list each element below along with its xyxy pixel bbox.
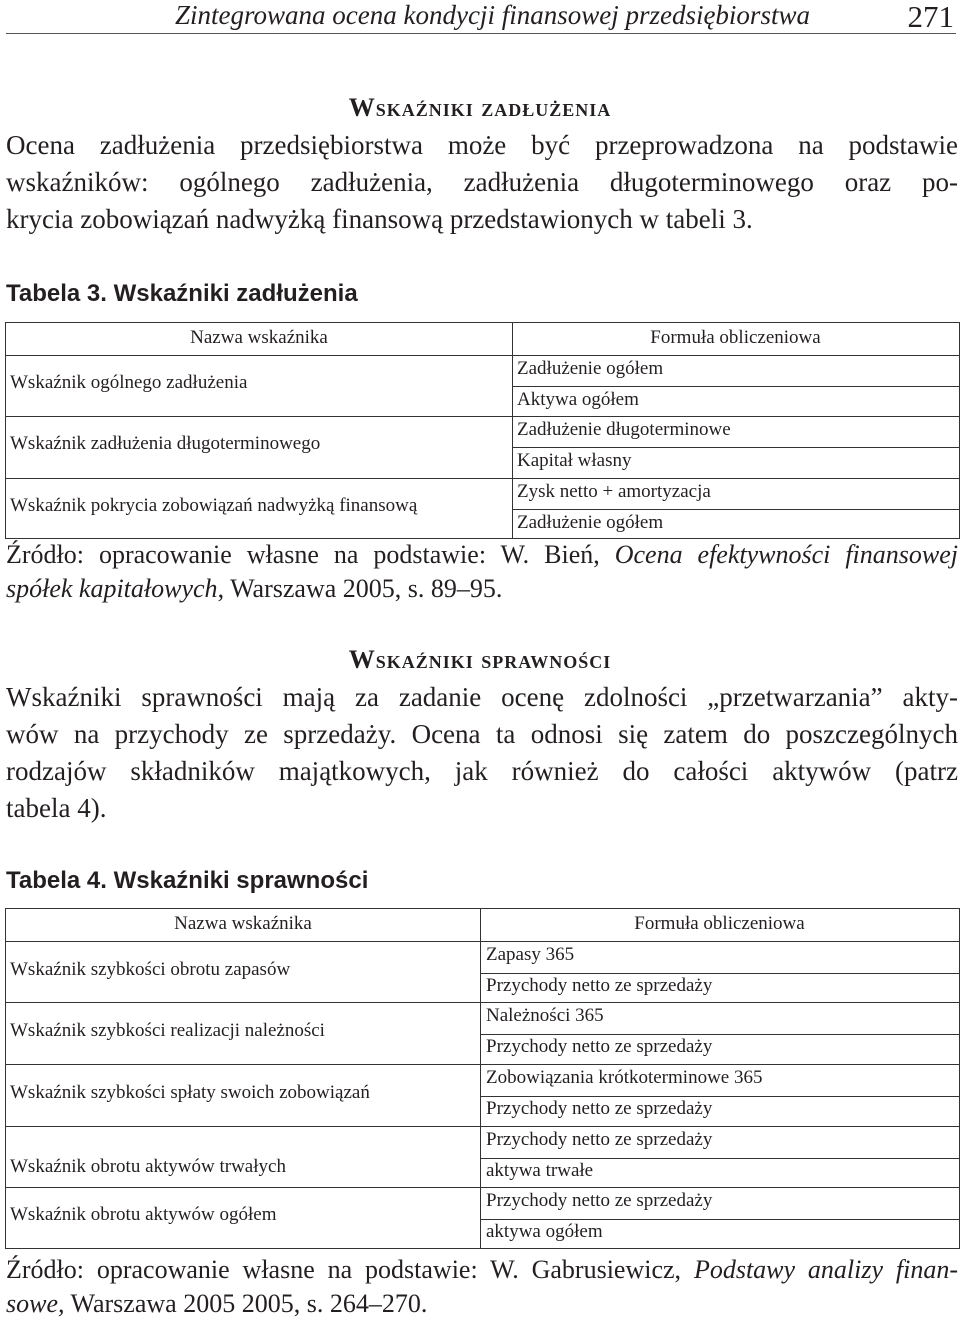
formula-numerator: Zysk netto + amortyzacja (517, 481, 711, 502)
source-book-title-cont: sowe, (6, 1289, 65, 1318)
paragraph-line: Wskaźniki sprawności mają za zadanie ocenę zdolności „przetwarzania” akty- (6, 682, 958, 712)
indicator-name: Wskaźnik ogólnego zadłużenia (10, 372, 248, 393)
fraction-bar (480, 1096, 959, 1097)
table-row (6, 1126, 959, 1188)
formula-denominator: Zadłużenie ogółem (517, 512, 664, 533)
fraction-bar (480, 1034, 959, 1035)
source-line (6, 1253, 958, 1287)
table-row (6, 355, 959, 417)
table-debt-ratios (5, 322, 960, 539)
formula-denominator: Przychody netto ze sprzedaży (486, 1036, 713, 1057)
table-source-note (6, 1253, 958, 1321)
source-text: Warszawa 2005 2005, s. 264–270. (64, 1289, 428, 1318)
table-row (6, 478, 959, 539)
source-text: , Warszawa 2005, s. 89–95. (217, 574, 503, 603)
fraction-bar (512, 386, 959, 387)
formula-denominator: Przychody netto ze sprzedaży (486, 1098, 713, 1119)
table-caption: Tabela 4. Wskaźniki sprawności (6, 867, 369, 894)
indicator-name: Wskaźnik szybkości obrotu zapasów (10, 959, 291, 980)
paragraph-line: tabela 4). (6, 793, 107, 823)
fraction-bar (480, 1219, 959, 1220)
paragraph-line: Ocena zadłużenia przedsiębiorstwa może być przeprowadzona na podstawie (6, 130, 958, 160)
running-title: Zintegrowana ocena kondycji finansowej przedsiębiorstwa (175, 0, 810, 30)
table-row (6, 1187, 959, 1249)
column-header-formula: Formuła obliczeniowa (650, 327, 821, 348)
formula-numerator: Należności 365 (486, 1005, 604, 1026)
column-header-name: Nazwa wskaźnika (190, 327, 328, 348)
source-line (6, 538, 958, 572)
formula-numerator: Zobowiązania krótkoterminowe 365 (486, 1067, 763, 1088)
table-row (6, 416, 959, 479)
fraction-bar (512, 509, 959, 510)
indicator-name: Wskaźnik szybkości spłaty swoich zobowiązań (10, 1082, 370, 1103)
source-book-title-cont: spółek kapitałowych (6, 574, 218, 603)
section-paragraph-efficiency (6, 679, 958, 827)
source-book-title: Ocena efektywności finansowej (614, 540, 959, 569)
indicator-name: Wskaźnik pokrycia zobowiązań nadwyżką finansową (10, 495, 418, 516)
formula-denominator: aktywa trwałe (486, 1160, 594, 1181)
section-paragraph-debt (6, 127, 958, 238)
table-row (6, 1002, 959, 1065)
table-row (6, 941, 959, 1003)
table-source-note (6, 538, 958, 606)
fraction-bar (480, 973, 959, 974)
formula-numerator: Przychody netto ze sprzedaży (486, 1129, 713, 1150)
table-efficiency-ratios (5, 908, 960, 1249)
column-header-formula: Formuła obliczeniowa (634, 913, 805, 934)
table-header-row (6, 909, 959, 941)
formula-numerator: Zapasy 365 (486, 944, 575, 965)
source-text: Źródło: opracowanie własne na podstawie: W. Bień, (6, 540, 615, 569)
source-text: Źródło: opracowanie własne na podstawie: W. Gabrusiewicz, (6, 1255, 694, 1284)
table-header-row (6, 323, 959, 355)
section-heading-debt: Wskaźniki zadłużenia (348, 93, 612, 122)
indicator-name: Wskaźnik obrotu aktywów ogółem (10, 1204, 277, 1225)
fraction-bar (480, 1158, 959, 1159)
header-rule (6, 33, 956, 34)
table-row (6, 1064, 959, 1127)
formula-denominator: Aktywa ogółem (517, 389, 639, 410)
formula-denominator: Przychody netto ze sprzedaży (486, 975, 713, 996)
fraction-bar (512, 447, 959, 448)
running-header (0, 0, 960, 44)
paragraph-line: krycia zobowiązań nadwyżką finansową przedstawionych w tabeli 3. (6, 204, 753, 234)
indicator-name: Wskaźnik zadłużenia długoterminowego (10, 433, 321, 454)
paragraph-line: wów na przychody ze sprzedaży. Ocena ta odnosi się zatem do poszczególnych (6, 719, 958, 749)
formula-denominator: Kapitał własny (517, 450, 632, 471)
formula-numerator: Zadłużenie ogółem (517, 358, 664, 379)
column-header-name: Nazwa wskaźnika (174, 913, 312, 934)
paragraph-line: wskaźników: ogólnego zadłużenia, zadłużenia długoterminowego oraz po- (6, 167, 958, 197)
indicator-name: Wskaźnik szybkości realizacji należności (10, 1020, 325, 1041)
source-line (6, 572, 958, 606)
source-book-title: Podstawy analizy finan- (693, 1255, 959, 1284)
formula-numerator: Przychody netto ze sprzedaży (486, 1190, 713, 1211)
paragraph-line: rodzajów składników majątkowych, jak również do całości aktywów (patrz (6, 756, 958, 786)
section-heading-efficiency: Wskaźniki sprawności (348, 645, 612, 674)
table-caption: Tabela 3. Wskaźniki zadłużenia (6, 280, 358, 307)
page-number: 271 (907, 0, 954, 34)
formula-denominator: aktywa ogółem (486, 1221, 603, 1242)
indicator-name: Wskaźnik obrotu aktywów trwałych (10, 1156, 286, 1177)
source-line (6, 1287, 958, 1321)
formula-numerator: Zadłużenie długoterminowe (517, 419, 731, 440)
